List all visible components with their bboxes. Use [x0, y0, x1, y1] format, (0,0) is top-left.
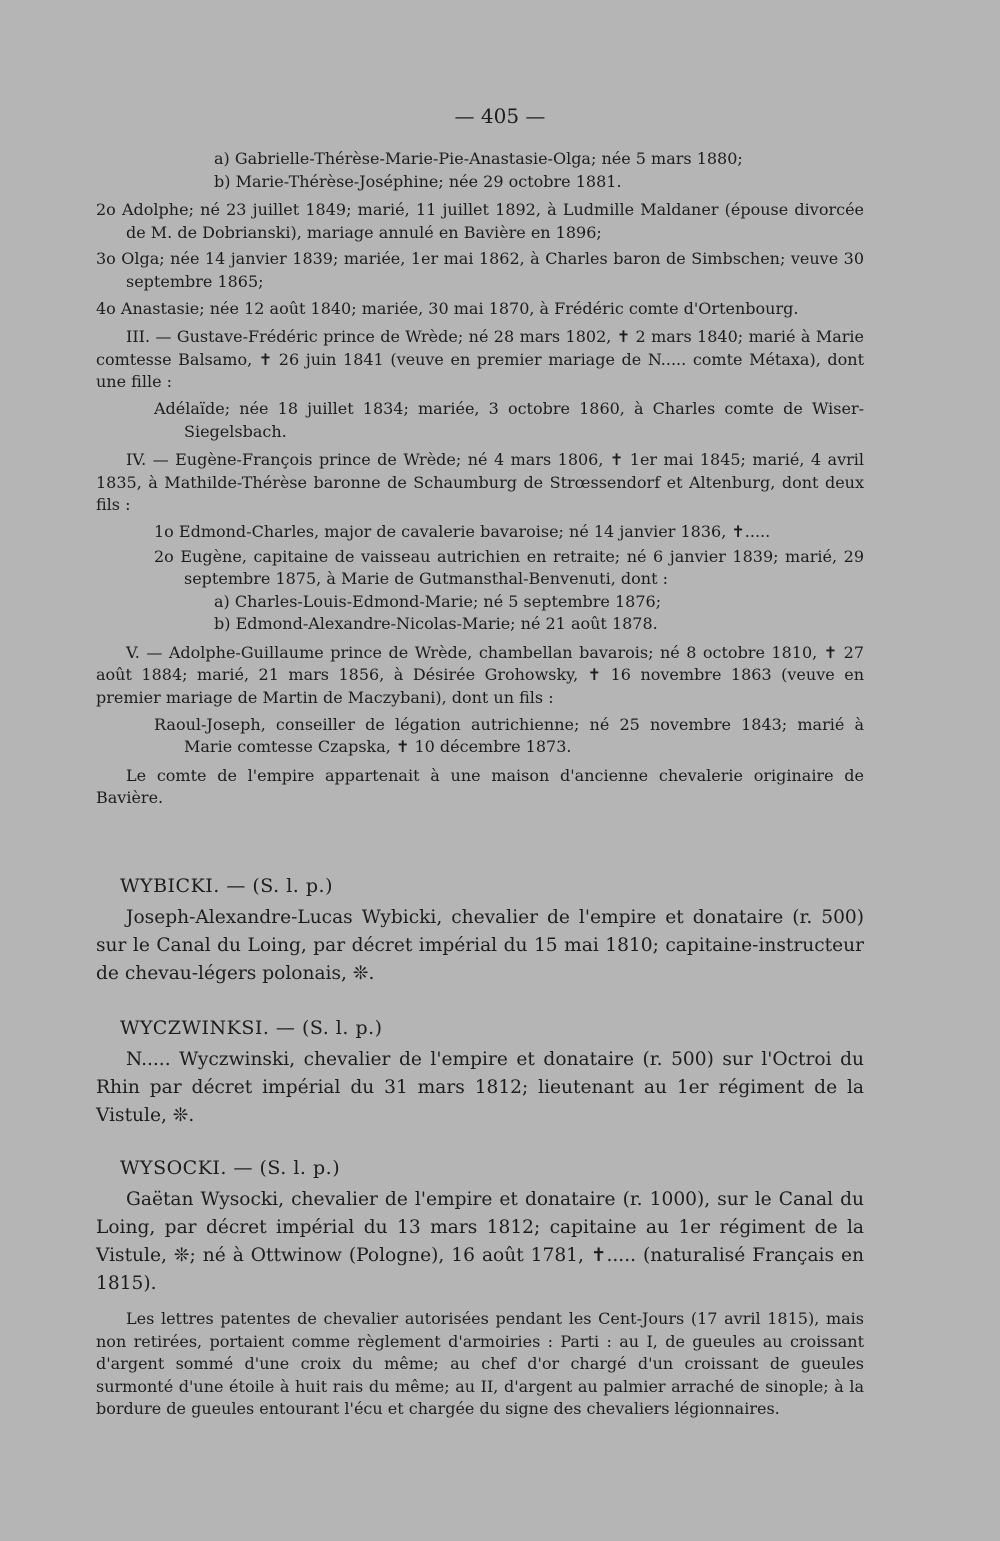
entry-wysocki: [96, 1154, 864, 1298]
heading-wyczwinksi: WYCZWINKSI. — (S. l. p.): [120, 1017, 383, 1039]
entry-2: 2o Adolphe; né 23 juillet 1849; marié, 11 juillet 1892, à Ludmille Maldaner (épouse divorcée de M. de Dobrianski), mariage annulé en Bavière en 1896;: [96, 200, 864, 242]
final-note: [96, 1308, 864, 1421]
child-b: b) Marie-Thérèse-Joséphine; née 29 octobre 1881.: [214, 171, 622, 191]
section-iv-son-1: 1o Edmond-Charles, major de cavalerie bavaroise; né 14 janvier 1836, ✝.....: [154, 521, 771, 541]
text-wyczwinksi: N..... Wyczwinski, chevalier de l'empire et donataire (r. 500) sur l'Octroi du Rhin par décret impérial du 31 mars 1812; lieutenant au 1er régiment de la Vistule, ❊.: [96, 1049, 864, 1126]
section-iv: IV. — Eugène-François prince de Wrède; né 4 mars 1806, ✝ 1er mai 1845; marié, 4 avril 1835, à Mathilde-Thérèse baronne de Schaumburg de Strœssendorf et Altenburg, dont deux fils :: [96, 450, 864, 515]
section-iii-child: Adélaïde; née 18 juillet 1834; mariée, 3 octobre 1860, à Charles comte de Wiser-Siegelsbach.: [154, 398, 864, 441]
final-note-text: Les lettres patentes de chevalier autorisées pendant les Cent-Jours (17 avril 1815), mais non retirées, portaient comme règlement d'armoiries : Parti : au I, de gueules au croissant d'argent sommé d'une croix du même; au chef d'or chargé d'un croissant de gueules surmonté d'une étoile à huit rais du même; au II, d'argent au palmier arraché de sinople; à la bordure de gueules entourant l'écu et chargée du signe des chevaliers légionnaires.: [96, 1309, 864, 1419]
section-iv-grandchild-b: b) Edmond-Alexandre-Nicolas-Marie; né 21 août 1878.: [214, 614, 658, 634]
heading-wybicki: WYBICKI. — (S. l. p.): [120, 875, 333, 897]
genealogy-upper: [96, 148, 864, 810]
text-wybicki: Joseph-Alexandre-Lucas Wybicki, chevalier de l'empire et donataire (r. 500) sur le Canal du Loing, par décret impérial du 15 mai 1810; capitaine-instructeur de chevau-légers polonais, ❊.: [96, 907, 864, 984]
comte-note: Le comte de l'empire appartenait à une maison d'ancienne chevalerie originaire de Bavière.: [96, 765, 864, 808]
section-v-child: Raoul-Joseph, conseiller de légation autrichienne; né 25 novembre 1843; marié à Marie comtesse Czapska, ✝ 10 décembre 1873.: [154, 714, 864, 757]
entry-wyczwinksi: [96, 1014, 864, 1130]
heading-wysocki: WYSOCKI. — (S. l. p.): [120, 1157, 341, 1179]
section-iv-son-2: 2o Eugène, capitaine de vaisseau autrichien en retraite; né 6 janvier 1839; marié, 29 septembre 1875, à Marie de Gutmansthal-Benvenuti, dont :: [154, 546, 864, 589]
section-iii: III. — Gustave-Frédéric prince de Wrède; né 28 mars 1802, ✝ 2 mars 1840; marié à Marie comtesse Balsamo, ✝ 26 juin 1841 (veuve en premier mariage de N..... comte Métaxa), dont une fille :: [96, 327, 864, 392]
child-a: a) Gabrielle-Thérèse-Marie-Pie-Anastasie-Olga; née 5 mars 1880;: [214, 149, 743, 168]
section-v: V. — Adolphe-Guillaume prince de Wrède, chambellan bavarois; né 8 octobre 1810, ✝ 27 août 1884; marié, 21 mars 1856, à Désirée Grohowsky, ✝ 16 novembre 1863 (veuve en premier mariage de Martin de Maczybani), dont un fils :: [96, 642, 864, 708]
entry-3: 3o Olga; née 14 janvier 1839; mariée, 1er mai 1862, à Charles baron de Simbschen; veuve 30 septembre 1865;: [96, 249, 864, 291]
entry-wybicki: [96, 872, 864, 988]
entry-4: 4o Anastasie; née 12 août 1840; mariée, 30 mai 1870, à Frédéric comte d'Ortenbourg.: [96, 298, 799, 318]
section-iv-grandchild-a: a) Charles-Louis-Edmond-Marie; né 5 septembre 1876;: [214, 591, 662, 611]
text-wysocki: Gaëtan Wysocki, chevalier de l'empire et donataire (r. 1000), sur le Canal du Loing, par décret impérial du 13 mars 1812; capitaine au 1er régiment de la Vistule, ❊; né à Ottwinow (Pologne), 16 août 1781, ✝..... (naturalisé Français en 1815).: [96, 1189, 864, 1294]
page-number: — 405 —: [454, 104, 546, 128]
